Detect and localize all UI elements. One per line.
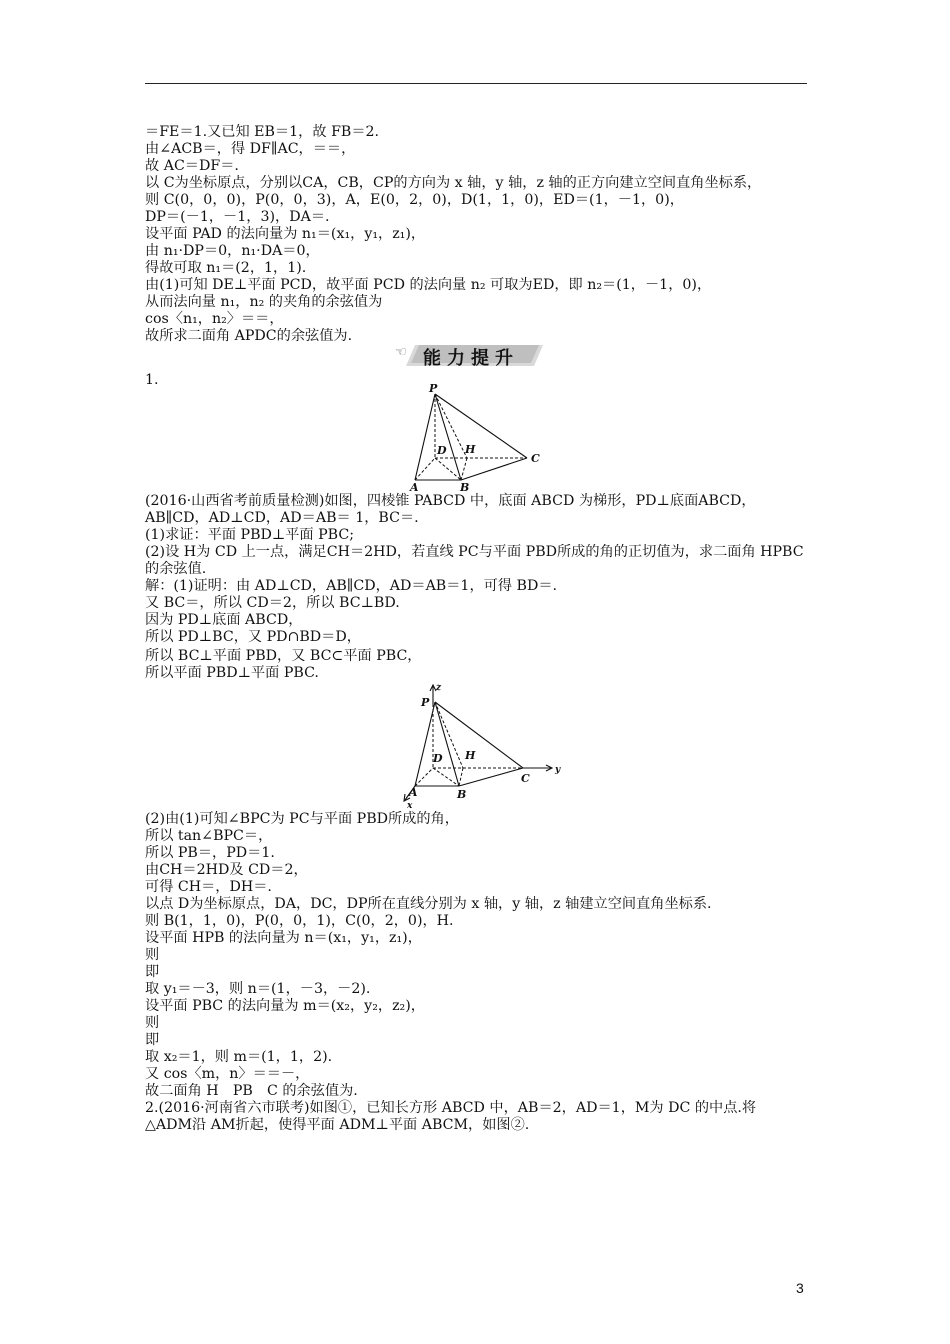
text-line: 设平面 PAD 的法向量为 n₁＝(x₁，y₁，z₁)，	[145, 226, 426, 242]
solution-line: 取 y₁＝－3，则 n＝(1，－3，－2).	[145, 981, 371, 997]
label-h: H	[465, 749, 476, 762]
text-line: 以 C为坐标原点，分别以CA，CB，CP的方向为 x 轴，y 轴，z 轴的正方向建立空间直角坐标系，	[145, 175, 762, 191]
label-h: H	[465, 443, 476, 456]
solution-line: 因为 PD⊥底面 ABCD，	[145, 612, 303, 628]
label-d: D	[437, 444, 447, 457]
solution-line: 所以 tan∠BPC＝，	[145, 828, 273, 844]
text-line: 则 C(0，0，0)，P(0，0，3)，A，E(0，2，0)，D(1，1，0)，ED＝(1，－1，0)，	[145, 192, 684, 208]
banner-title: 能力提升	[423, 348, 519, 369]
label-a: A	[409, 786, 418, 799]
text-line: 由∠ACB＝，得 DF∥AC，＝＝，	[145, 141, 356, 157]
solution-line: 即	[145, 964, 160, 980]
solution-line: 则	[145, 1015, 160, 1031]
text-line: 故所求二面角 APDC的余弦值为.	[145, 328, 353, 344]
solution-line: 所以平面 PBD⊥平面 PBC.	[145, 665, 319, 681]
axis-y-label: y	[555, 765, 561, 775]
solution-line: 所以 PB＝，PD＝1.	[145, 845, 275, 861]
label-b: B	[457, 788, 467, 801]
solution-line: 即	[145, 1032, 160, 1048]
problem-part2: (2)设 H为 CD 上一点，满足CH＝2HD，若直线 PC与平面 PBD所成的角的正切值为，求二面角 HPBC的余弦值.	[145, 544, 804, 577]
text-line: 由(1)可知 DE⊥平面 PCD，故平面 PCD 的法向量 n₂ 可取为ED，即 n₂＝(1，－1，0)，	[145, 277, 712, 293]
coordinate-pyramid-figure	[395, 680, 565, 810]
problem2-line: △ADM沿 AM折起，使得平面 ADM⊥平面 ABCM，如图②.	[145, 1117, 530, 1133]
text-line: 故 AC＝DF＝.	[145, 158, 239, 174]
label-c: C	[531, 452, 540, 465]
pyramid-figure	[405, 380, 555, 492]
solution-line: 则 B(1，1，0)，P(0，0，1)，C(0，2，0)，H.	[145, 913, 454, 929]
solution-line: 所以 BC⊥平面 PBD，又 BC⊂平面 PBC，	[145, 648, 422, 664]
solution-line: 所以 PD⊥BC，又 PD∩BD＝D，	[145, 629, 361, 645]
solution-line: 以点 D为坐标原点，DA，DC，DP所在直线分别为 x 轴，y 轴，z 轴建立空间直角坐标系.	[145, 896, 712, 912]
problem2-line: 2.(2016·河南省六市联考)如图①，已知长方形 ABCD 中，AB＝2，AD＝1，M为 DC 的中点.将	[145, 1100, 757, 1116]
solution-line: 可得 CH＝，DH＝.	[145, 879, 272, 895]
problem-statement: (2016·山西省考前质量检测)如图，四棱锥 PABCD 中，底面 ABCD 为梯形，PD⊥底面ABCD，AB∥CD，AD⊥CD，AD＝AB＝ 1，BC＝.	[145, 493, 756, 526]
solution-line: 设平面 PBC 的法向量为 m＝(x₂，y₂，z₂)，	[145, 998, 425, 1014]
problem-part1: (1)求证：平面 PBD⊥平面 PBC;	[145, 527, 354, 543]
axis-x-label: x	[407, 801, 413, 810]
pointer-icon: ☜	[395, 345, 407, 360]
solution-line: (2)由(1)可知∠BPC为 PC与平面 PBD所成的角，	[145, 811, 459, 827]
solution-line: 取 x₂＝1，则 m＝(1，1，2).	[145, 1049, 333, 1065]
axis-z-label: z	[436, 683, 442, 693]
text-line: 得故可取 n₁＝(2，1，1).	[145, 260, 307, 276]
label-a: A	[410, 481, 419, 492]
label-p: P	[421, 696, 430, 709]
text-line: 从而法向量 n₁，n₂ 的夹角的余弦值为	[145, 294, 383, 310]
solution-line: 则	[145, 947, 160, 963]
label-d: D	[433, 752, 443, 765]
text-line: DP＝(－1，－1，3)，DA＝.	[145, 209, 330, 225]
text-line: ＝FE＝1.又已知 EB＝1，故 FB＝2.	[145, 124, 380, 140]
label-b: B	[460, 481, 470, 492]
solution-line: 由CH＝2HD及 CD＝2，	[145, 862, 308, 878]
problem-number: 1.	[145, 372, 159, 388]
label-c: C	[521, 772, 530, 785]
label-p: P	[429, 382, 438, 395]
text-line: cos〈n₁，n₂〉＝＝，	[145, 311, 284, 327]
text-line: 由 n₁·DP＝0，n₁·DA＝0，	[145, 243, 320, 259]
section-banner	[393, 342, 543, 369]
solution-line: 又 BC＝，所以 CD＝2，所以 BC⊥BD.	[145, 595, 400, 611]
solution-line: 解：(1)证明：由 AD⊥CD，AB∥CD，AD＝AB＝1，可得 BD＝.	[145, 578, 558, 594]
header-rule	[145, 83, 807, 84]
solution-line: 又 cos〈m，n〉＝＝－，	[145, 1066, 310, 1082]
solution-line: 设平面 HPB 的法向量为 n＝(x₁，y₁，z₁)，	[145, 930, 422, 946]
solution-line: 故二面角 H PB C 的余弦值为.	[145, 1083, 358, 1099]
page-number: 3	[796, 1280, 804, 1296]
